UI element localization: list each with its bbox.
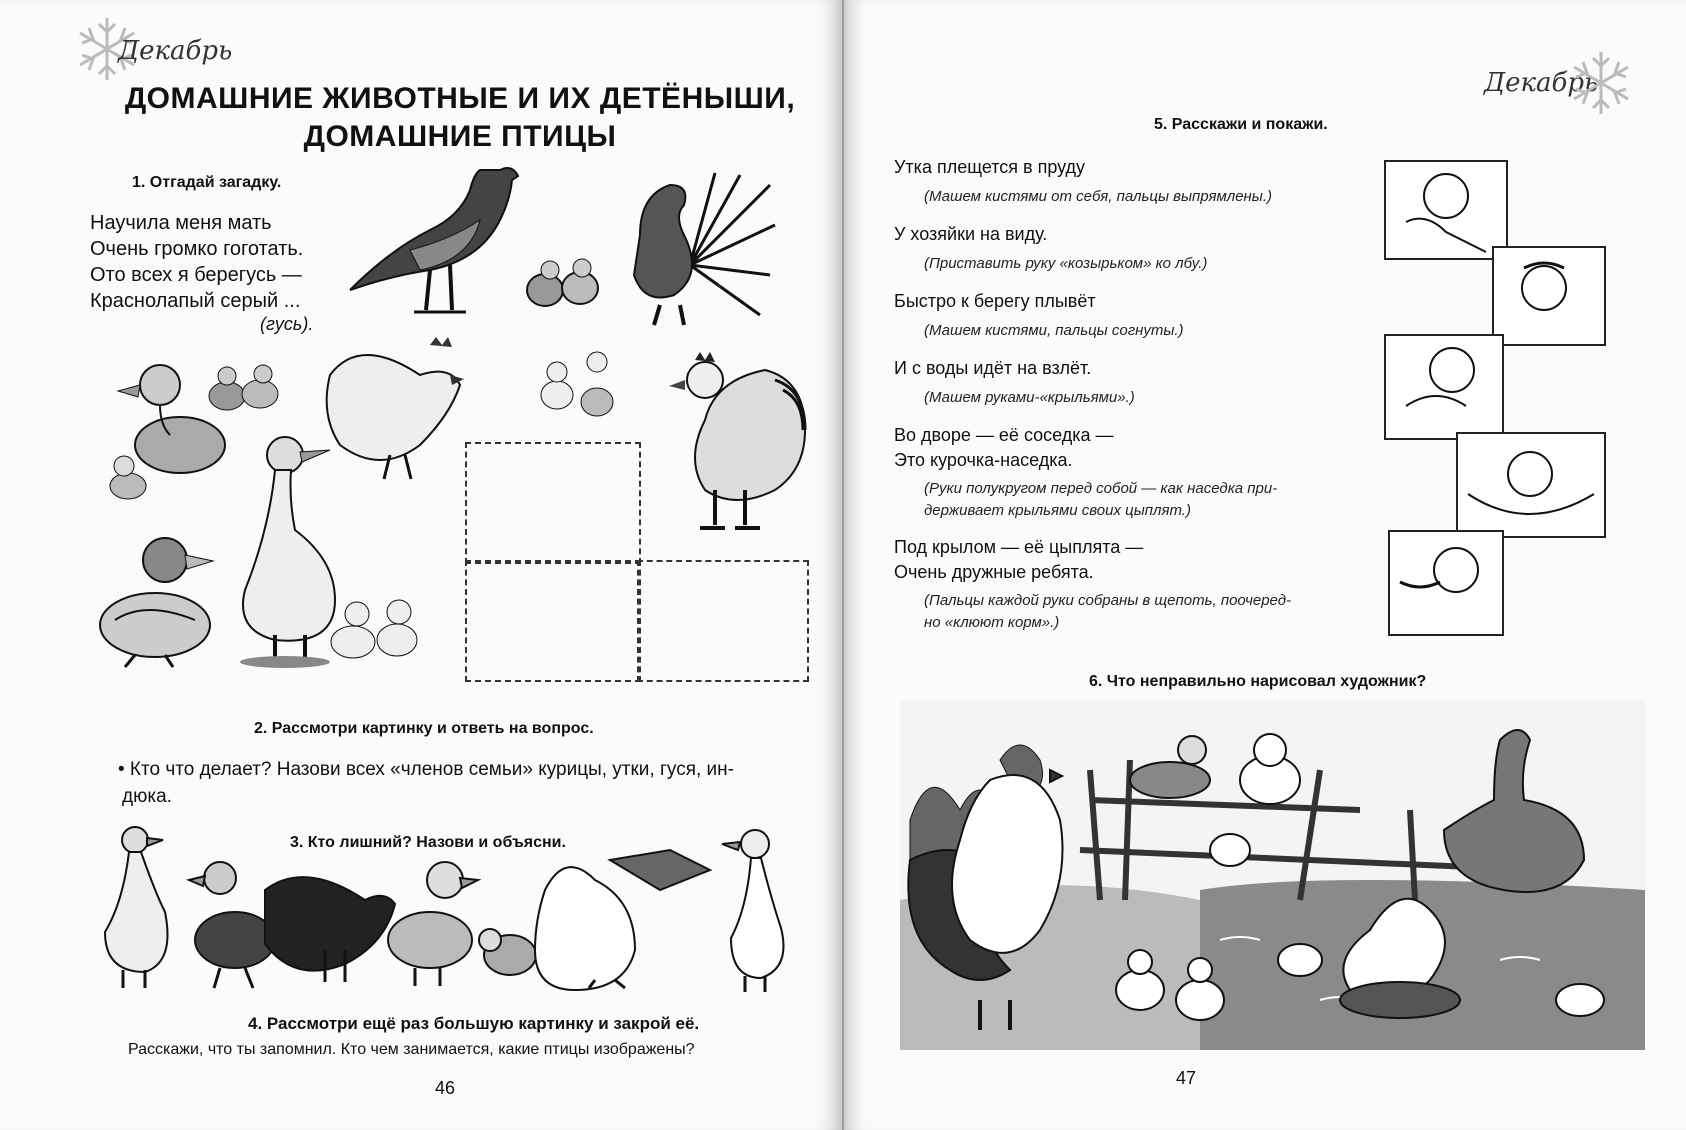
month-label: Декабрь (118, 36, 233, 66)
riddle-line: Очень громко гоготать. (90, 238, 304, 260)
task-2-text-line: дюка. (122, 786, 172, 807)
turkey-illustration (340, 160, 540, 330)
farmyard-scene (900, 700, 1645, 1050)
verse-note: (Пальцы каждой руки собраны в щепоть, поочеред- (924, 592, 1292, 609)
riddle-line: Краснолапый серый ... (90, 290, 301, 312)
task-5-heading: 5. Расскажи и покажи. (1154, 116, 1328, 133)
gesture-picture (1388, 530, 1504, 636)
right-page (844, 0, 1686, 1130)
boy-gesture-illustration (1390, 532, 1502, 634)
task-1-heading: 1. Отгадай загадку. (132, 174, 282, 191)
rooster-illustration (655, 350, 815, 540)
month-label: Декабрь (1484, 68, 1599, 98)
cut-out-frame (637, 560, 809, 682)
boy-gesture-illustration (1494, 248, 1604, 344)
task-2-text-line: • Кто что делает? Назови всех «членов семьи» курицы, утки, гуся, ин- (118, 759, 734, 780)
odd-one-out-birds-illustration (95, 820, 815, 1000)
verse-line: Под крылом — её цыплята — (894, 537, 1144, 557)
task-4-heading: 4. Рассмотри ещё раз большую картинку и закрой её. (248, 1014, 700, 1033)
drake-illustration (95, 530, 225, 670)
task-6-heading: 6. Что неправильно нарисовал художник? (1089, 673, 1427, 690)
task-3-heading: 3. Кто лишний? Назови и объясни. (290, 834, 566, 851)
turkey-chicks-illustration (520, 250, 610, 320)
verse-line: У хозяйки на виду. (894, 224, 1048, 244)
riddle-answer: (гусь). (260, 314, 314, 334)
left-page (0, 0, 842, 1130)
verse-note: но «клюют корм».) (924, 614, 1060, 631)
cut-out-frame (465, 442, 641, 564)
verse-line: Быстро к берегу плывёт (894, 291, 1096, 311)
title-line-1: ДОМАШНИЕ ЖИВОТНЫЕ И ИХ ДЕТЁНЫШИ, (124, 82, 796, 115)
verse-note: (Приставить руку «козырьком» ко лбу.) (924, 255, 1208, 272)
verse-note: (Машем кистями, пальцы согнуты.) (924, 322, 1184, 339)
gesture-picture (1384, 334, 1504, 440)
verse-note: (Машем руками-«крыльями».) (924, 389, 1135, 406)
boy-gesture-illustration (1386, 162, 1506, 258)
verse-line: Во дворе — её соседка — (894, 425, 1114, 445)
ducklings-illustration (205, 358, 285, 418)
task-2-heading: 2. Рассмотри картинку и ответь на вопрос. (254, 720, 594, 737)
boy-gesture-illustration (1458, 434, 1604, 536)
page-number: 47 (1176, 1068, 1197, 1088)
page-number: 46 (435, 1078, 456, 1098)
task-2-text (118, 756, 818, 810)
verse-note: держивает крыльями своих цыплят.) (924, 502, 1191, 519)
task-4-text: Расскажи, что ты запомнил. Кто чем занимается, какие птицы изображены? (128, 1041, 695, 1058)
chicks-illustration (535, 340, 625, 430)
verse-line: Утка плещется в пруду (894, 157, 1086, 177)
riddle-line: Научила меня мать (90, 212, 272, 234)
page-title (120, 80, 800, 156)
riddle-line: Ото всех я берегусь — (90, 264, 302, 286)
verse-note: (Машем кистями от себя, пальцы выпрямлены.) (924, 188, 1273, 205)
goslings-illustration (325, 590, 425, 670)
turkey-fan-illustration (620, 165, 780, 335)
gesture-picture (1492, 246, 1606, 346)
verse-line: Очень дружные ребята. (894, 562, 1094, 582)
snowflake-icon (1566, 48, 1636, 118)
riddle (90, 210, 303, 314)
gesture-picture (1384, 160, 1508, 260)
duckling-illustration (102, 448, 152, 503)
cut-out-frame (465, 560, 641, 682)
title-line-2: ДОМАШНИЕ ПТИЦЫ (303, 120, 617, 153)
gesture-picture (1456, 432, 1606, 538)
verse-line: Это курочка-наседка. (894, 450, 1073, 470)
farmyard-illustration (900, 700, 1645, 1050)
verse-line: И с воды идёт на взлёт. (894, 358, 1092, 378)
boy-gesture-illustration (1386, 336, 1502, 438)
verse-note: (Руки полукругом перед собой — как наседка при- (924, 480, 1278, 497)
